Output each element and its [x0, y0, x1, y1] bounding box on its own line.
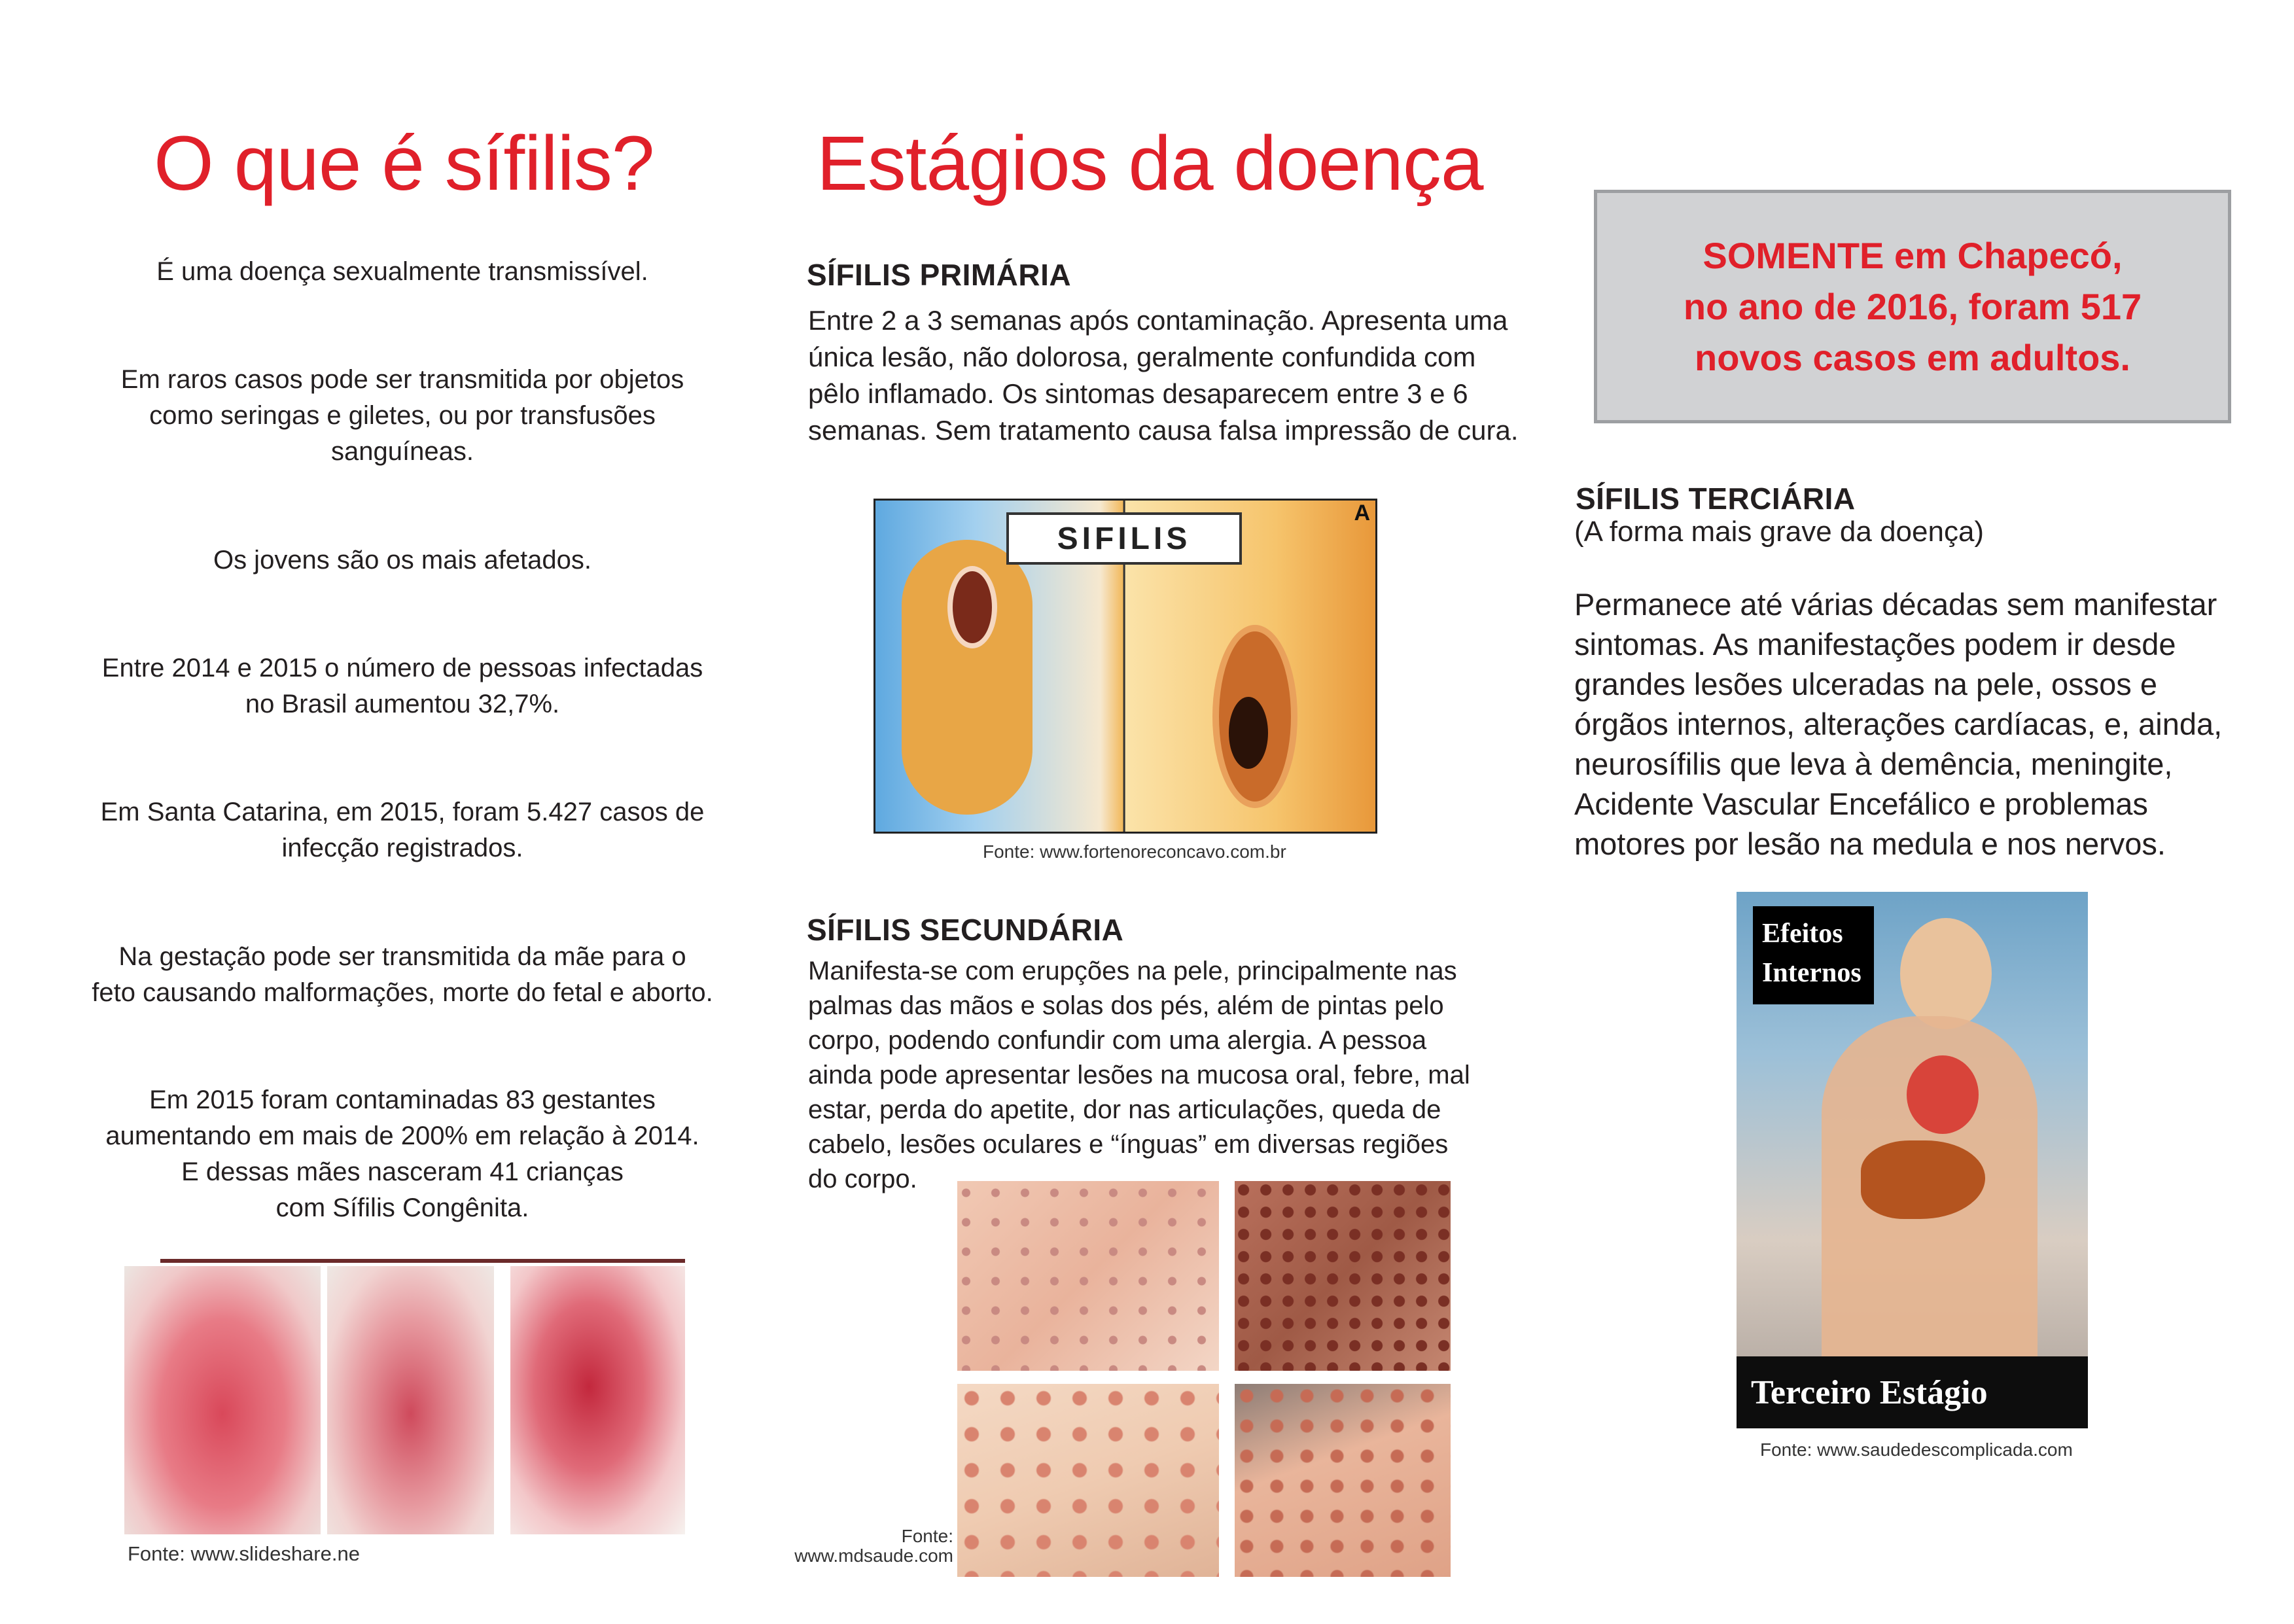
intro-paragraph: É uma doença sexualmente transmissível.: [156, 257, 648, 286]
congenital-hand-photo: [510, 1266, 685, 1534]
youth-paragraph: Os jovens são os mais afetados.: [213, 546, 592, 574]
tertiary-heading: SÍFILIS TERCIÁRIA: [1576, 482, 1856, 516]
secondary-hands-photo: [957, 1384, 1219, 1577]
photo-top-border: [160, 1259, 685, 1263]
primary-syphilis-illustration: [873, 499, 1377, 834]
secondary-palms-photo-2: [1235, 1181, 1451, 1371]
sifilis-label: SIFILIS: [1006, 512, 1242, 565]
section-title-stages: Estágios da doença: [817, 120, 1483, 207]
secondary-description: Manifesta-se com erupções na pele, principalmente nas palmas das mãos e solas dos pés, além de pintas pelo corpo, podendo confundir com uma alergia. A pessoa ainda pode apresentar lesões na mucosa oral, febre, mal estar, perda do apetite, dor nas articulações, queda de cabelo, lesões oculares e “ínguas” em diversas regiões do corpo.: [808, 957, 1470, 1193]
secondary-palms-photo-1: [957, 1181, 1219, 1371]
chapeco-stat-callout: SOMENTE em Chapecó, no ano de 2016, foram 517 novos casos em adultos.: [1594, 190, 2231, 423]
congenital-foot-photo-1: [124, 1266, 321, 1534]
pregnancy-paragraph: Na gestação pode ser transmitida da mãe para o feto causando malformações, morte do fetal e aborto.: [92, 942, 713, 1007]
illustration-corner-letter: A: [1354, 501, 1370, 525]
col1-image-source: Fonte: www.slideshare.ne: [128, 1542, 360, 1565]
brazil-stats-paragraph: Entre 2014 e 2015 o número de pessoas infectadas no Brasil aumentou 32,7%.: [101, 654, 703, 718]
figure-head: [1900, 918, 1992, 1029]
primary-description: Entre 2 a 3 semanas após contaminação. Apresenta uma única lesão, não dolorosa, geralmente confundida com pêlo inflamado. Os sintomas desaparecem entre 3 e 6 semanas. Sem tratamento causa falsa impressão de cura.: [808, 305, 1519, 446]
internal-effects-label: Efeitos Internos: [1753, 906, 1874, 1004]
section-title-what-is: O que é sífilis?: [154, 120, 654, 207]
lesion-mark-left: [947, 566, 997, 648]
third-stage-caption: Terceiro Estágio: [1737, 1356, 2088, 1428]
secondary-foot-photo: [1235, 1384, 1451, 1577]
heart-organ-icon: [1907, 1055, 1979, 1134]
transmission-paragraph: Em raros casos pode ser transmitida por objetos como seringas e giletes, ou por transfusões sanguíneas.: [120, 365, 684, 466]
tertiary-subheading: (A forma mais grave da doença): [1574, 516, 1985, 548]
internal-effects-illustration: [1737, 892, 2088, 1428]
santa-catarina-paragraph: Em Santa Catarina, em 2015, foram 5.427 casos de infecção registrados.: [100, 798, 705, 862]
congenital-paragraph: Em 2015 foram contaminadas 83 gestantes aumentando em mais de 200% em relação à 2014. E dessas mães nasceram 41 crianças com Sífilis Congênita.: [105, 1086, 699, 1222]
primary-heading: SÍFILIS PRIMÁRIA: [807, 258, 1072, 292]
congenital-foot-photo-2: [327, 1266, 494, 1534]
lesion-mark-right: [1229, 697, 1268, 769]
tertiary-description: Permanece até várias décadas sem manifestar sintomas. As manifestações podem ir desde grandes lesões ulceradas na pele, ossos e órgãos internos, alterações cardíacas, e, ainda, neurosífilis que leva à demência, meningite, Acidente Vascular Encefálico e problemas motores por lesão na medula e nos nervos.: [1574, 587, 2223, 861]
secondary-heading: SÍFILIS SECUNDÁRIA: [807, 913, 1124, 947]
tertiary-image-source: Fonte: www.saudedescomplicada.com: [1760, 1439, 2073, 1460]
primary-image-source: Fonte: www.fortenoreconcavo.com.br: [983, 841, 1286, 862]
secondary-image-source: Fonte: www.mdsaude.com: [794, 1526, 953, 1566]
